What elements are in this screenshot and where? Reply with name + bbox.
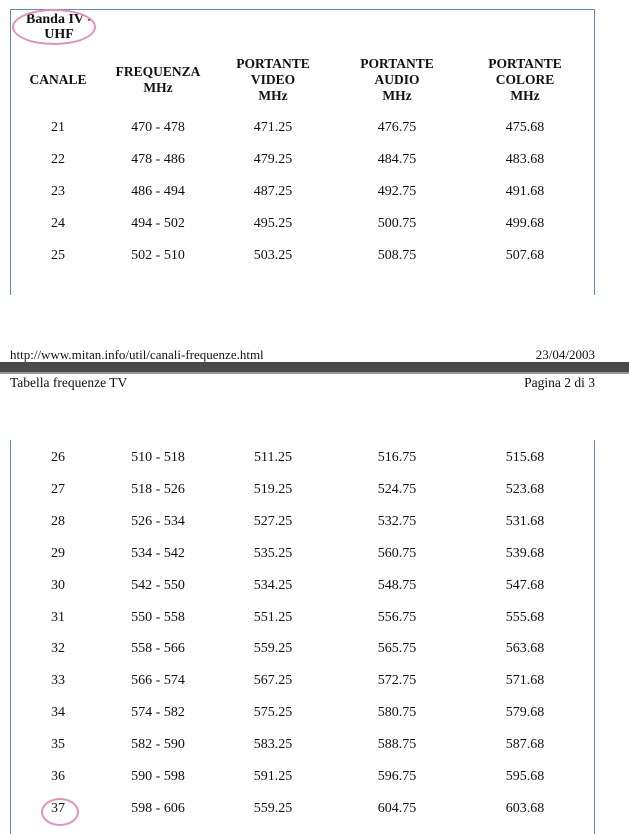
cell-frequenza: 510 - 518 <box>131 450 185 465</box>
cell-audio: 524.75 <box>377 481 417 497</box>
cell-frequenza: 478 - 486 <box>131 152 185 167</box>
cell-video: 559.25 <box>253 800 293 816</box>
cell-canale: 31 <box>51 609 65 625</box>
cell-colore: 603.68 <box>505 800 545 816</box>
cell-colore: 531.68 <box>505 513 545 529</box>
cell-canale: 33 <box>51 673 65 689</box>
table-row <box>0 546 629 570</box>
cell-frequenza: 598 - 606 <box>131 800 185 816</box>
cell-video: 534.25 <box>253 577 293 593</box>
annotation-circle-37 <box>41 798 79 826</box>
table-row <box>0 216 629 240</box>
cell-colore: 555.68 <box>505 609 545 625</box>
header-portante-video <box>228 56 318 104</box>
header-frequenza <box>108 64 208 96</box>
cell-colore: 491.68 <box>505 184 545 199</box>
header-video-line3: MHz <box>258 88 288 103</box>
header-frequenza-line1: FREQUENZA <box>115 64 201 79</box>
cell-frequenza: 518 - 526 <box>131 481 185 497</box>
cell-canale: 30 <box>51 577 65 593</box>
cell-audio: 508.75 <box>377 248 417 263</box>
cell-canale: 28 <box>51 513 65 529</box>
cell-audio: 484.75 <box>377 152 417 167</box>
cell-video: 471.25 <box>253 120 293 135</box>
cell-frequenza: 542 - 550 <box>131 577 185 593</box>
cell-video: 559.25 <box>253 641 293 657</box>
table-row <box>0 801 629 825</box>
cell-frequenza: 470 - 478 <box>131 120 185 135</box>
table-row <box>0 248 629 272</box>
header-portante-audio <box>352 56 442 104</box>
cell-audio: 548.75 <box>377 577 417 593</box>
cell-colore: 515.68 <box>505 450 545 465</box>
header-audio-line2: AUDIO <box>374 72 420 87</box>
cell-canale: 26 <box>51 450 65 465</box>
cell-colore: 547.68 <box>505 577 545 593</box>
cell-frequenza: 582 - 590 <box>131 737 185 753</box>
cell-audio: 580.75 <box>377 705 417 721</box>
cell-audio: 516.75 <box>377 450 417 465</box>
header-colore-line1: PORTANTE <box>488 56 562 71</box>
cell-video: 519.25 <box>253 481 293 497</box>
cell-canale: 29 <box>51 545 65 561</box>
table-row <box>0 578 629 602</box>
table-row <box>0 152 629 176</box>
cell-video: 583.25 <box>253 737 293 753</box>
cell-colore: 483.68 <box>505 152 545 167</box>
cell-audio: 565.75 <box>377 641 417 657</box>
cell-colore: 523.68 <box>505 481 545 497</box>
page-header-title: Tabella frequenze TV <box>10 375 128 390</box>
page-separator-shadow <box>0 372 629 374</box>
cell-colore: 539.68 <box>505 545 545 561</box>
cell-canale: 27 <box>51 481 65 497</box>
cell-canale: 34 <box>51 705 65 721</box>
cell-frequenza: 494 - 502 <box>131 216 185 231</box>
header-colore-line3: MHz <box>510 88 540 103</box>
band-title: Banda IV - UHF <box>26 12 92 42</box>
table-row <box>0 769 629 793</box>
cell-colore: 563.68 <box>505 641 545 657</box>
cell-audio: 572.75 <box>377 673 417 689</box>
footer-url: http://www.mitan.info/util/canali-frequenze.html <box>10 347 264 362</box>
cell-video: 527.25 <box>253 513 293 529</box>
cell-video: 535.25 <box>253 545 293 561</box>
cell-colore: 579.68 <box>505 705 545 721</box>
cell-audio: 604.75 <box>377 800 417 816</box>
header-frequenza-line2: MHz <box>143 80 173 95</box>
cell-frequenza: 558 - 566 <box>131 641 185 657</box>
header-video-line2: VIDEO <box>250 72 296 87</box>
cell-frequenza: 526 - 534 <box>131 513 185 529</box>
cell-audio: 588.75 <box>377 737 417 753</box>
cell-audio: 560.75 <box>377 545 417 561</box>
table-row <box>0 450 629 474</box>
header-colore-line2: COLORE <box>495 72 555 87</box>
table-row <box>0 610 629 634</box>
cell-frequenza: 502 - 510 <box>131 248 185 263</box>
cell-canale: 22 <box>51 152 65 167</box>
table-row <box>0 184 629 208</box>
cell-canale: 32 <box>51 641 65 657</box>
header-video-line1: PORTANTE <box>236 56 310 71</box>
cell-frequenza: 574 - 582 <box>131 705 185 721</box>
page-separator <box>0 362 629 372</box>
table-row <box>0 705 629 729</box>
cell-frequenza: 590 - 598 <box>131 769 185 784</box>
footer-date: 23/04/2003 <box>535 347 595 362</box>
cell-frequenza: 566 - 574 <box>131 673 185 689</box>
cell-video: 503.25 <box>253 248 293 263</box>
cell-video: 487.25 <box>253 184 293 199</box>
cell-canale: 21 <box>51 120 65 135</box>
table-row <box>0 120 629 144</box>
cell-video: 479.25 <box>253 152 293 167</box>
header-portante-colore <box>480 56 570 104</box>
cell-video: 511.25 <box>254 450 292 465</box>
cell-frequenza: 534 - 542 <box>131 545 185 561</box>
annotation-circle-band <box>12 9 96 45</box>
cell-video: 575.25 <box>253 705 293 721</box>
cell-canale: 35 <box>51 737 65 753</box>
table-row <box>0 673 629 697</box>
cell-video: 495.25 <box>253 216 293 231</box>
table-row <box>0 641 629 665</box>
cell-colore: 507.68 <box>505 248 545 263</box>
cell-frequenza: 550 - 558 <box>131 609 185 625</box>
cell-video: 551.25 <box>253 609 293 625</box>
cell-canale: 37 <box>51 800 65 816</box>
cell-audio: 476.75 <box>377 120 417 135</box>
cell-canale: 25 <box>51 248 65 263</box>
table-row <box>0 482 629 506</box>
page-header-number: Pagina 2 di 3 <box>524 375 595 390</box>
table-row <box>0 514 629 538</box>
cell-colore: 587.68 <box>505 737 545 753</box>
cell-colore: 571.68 <box>505 673 545 689</box>
cell-canale: 36 <box>51 769 65 784</box>
table-top-border <box>10 9 595 10</box>
cell-frequenza: 486 - 494 <box>131 184 185 199</box>
cell-video: 567.25 <box>253 673 293 689</box>
header-audio-line3: MHz <box>382 88 412 103</box>
cell-audio: 492.75 <box>377 184 417 199</box>
cell-audio: 596.75 <box>377 769 417 784</box>
cell-audio: 532.75 <box>377 513 417 529</box>
cell-canale: 23 <box>51 184 65 199</box>
table-row <box>0 737 629 761</box>
cell-video: 591.25 <box>253 769 293 784</box>
header-canale: CANALE <box>29 72 87 87</box>
cell-canale: 24 <box>51 216 65 231</box>
cell-colore: 499.68 <box>505 216 545 231</box>
cell-colore: 595.68 <box>505 769 545 784</box>
cell-audio: 556.75 <box>377 609 417 625</box>
cell-audio: 500.75 <box>377 216 417 231</box>
cell-colore: 475.68 <box>505 120 545 135</box>
header-audio-line1: PORTANTE <box>360 56 434 71</box>
